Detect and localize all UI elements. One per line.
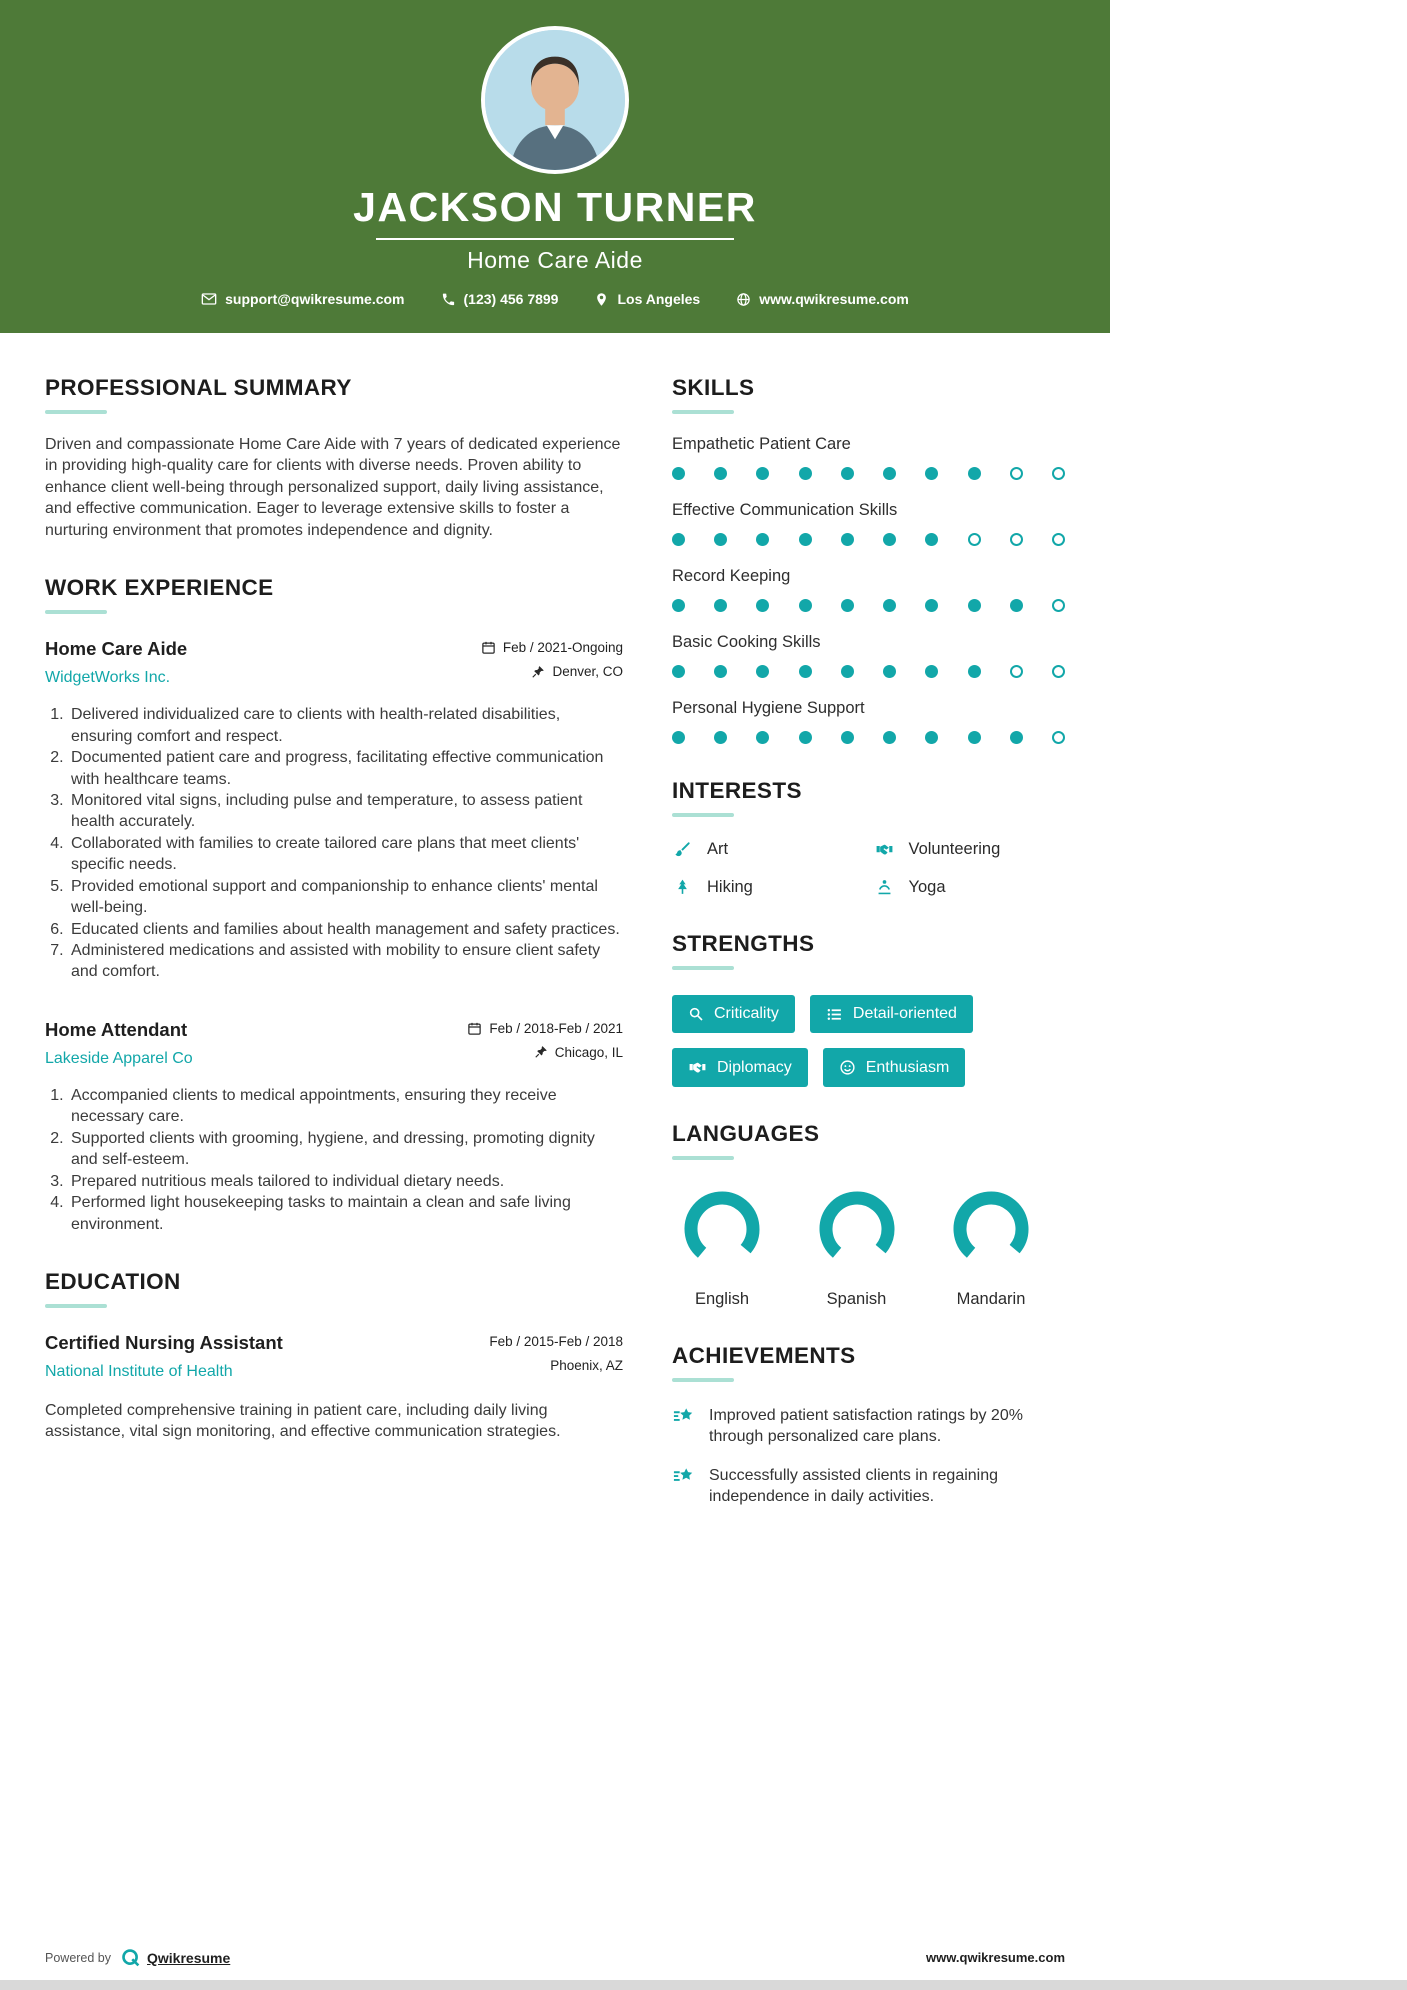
section-work-experience xyxy=(45,575,623,1235)
rating-dot-filled xyxy=(1010,731,1023,744)
rating-dot-filled xyxy=(883,533,896,546)
qwikresume-brand-link[interactable] xyxy=(120,1947,230,1968)
education-dates xyxy=(482,1334,623,1349)
powered-by-text: Powered by xyxy=(45,1950,112,1965)
rating-dot-filled xyxy=(672,533,685,546)
strength-label: Enthusiasm xyxy=(865,1058,950,1076)
language-donut xyxy=(807,1186,907,1277)
heading-rule xyxy=(672,966,734,970)
qwikresume-logo-icon xyxy=(120,1947,141,1968)
job-date-text: Feb / 2021-Ongoing xyxy=(502,640,623,656)
achievements-list xyxy=(672,1405,1065,1507)
interests-heading: INTERESTS xyxy=(672,778,802,804)
name: JACKSON TURNER xyxy=(353,184,757,230)
rating-dot-empty xyxy=(1052,533,1065,546)
job-bullet: 6. Educated clients and families about health management and safety practices. xyxy=(68,919,623,940)
job-location-text: Denver, CO xyxy=(552,664,623,680)
languages-list xyxy=(672,1186,1065,1309)
languages-heading: LANGUAGES xyxy=(672,1121,820,1147)
job-head-left xyxy=(45,638,187,687)
rating-dot-filled xyxy=(883,665,896,678)
page-footer xyxy=(0,1947,1110,1968)
pushpin-icon xyxy=(534,1045,548,1059)
language-label: English xyxy=(694,1290,750,1309)
rating-dot-filled xyxy=(841,731,854,744)
rating-dot-filled xyxy=(799,467,812,480)
rating-dot-empty xyxy=(968,533,981,546)
job-bullets xyxy=(45,704,623,983)
rating-dot-filled xyxy=(883,599,896,612)
achievement-text: Successfully assisted clients in regaining independence in daily activities. xyxy=(709,1467,999,1506)
contact-text-phone: (123) 456 7899 xyxy=(463,291,559,308)
job-bullet: 4. Performed light housekeeping tasks to maintain a clean and safe living environment. xyxy=(68,1192,623,1235)
section-strengths xyxy=(672,931,1065,1087)
magnifier-icon xyxy=(688,1006,704,1022)
education-degree: Certified Nursing Assistant xyxy=(45,1331,283,1353)
education-heading: EDUCATION xyxy=(45,1268,181,1294)
rating-dot-filled xyxy=(756,533,769,546)
job-bullet: 2. Supported clients with grooming, hygiene, and dressing, promoting dignity and self-esteem. xyxy=(68,1128,623,1171)
skill-name: Basic Cooking Skills xyxy=(672,633,821,652)
job-location xyxy=(481,664,623,679)
education-text: Completed comprehensive training in patient care, including daily living assistance, vital sign monitoring, and effective communication strategies. xyxy=(45,1401,561,1441)
rating-dot-filled xyxy=(672,665,685,678)
skill-name: Record Keeping xyxy=(672,567,791,586)
job-title: Home Attendant xyxy=(45,1018,188,1040)
experience-heading: WORK EXPERIENCE xyxy=(45,575,274,601)
contact-text-email: support@qwikresume.com xyxy=(225,291,405,308)
strength-label: Criticality xyxy=(714,1005,779,1023)
experience-list xyxy=(45,638,623,1235)
rating-dot-filled xyxy=(714,533,727,546)
interest-label: Hiking xyxy=(707,878,753,897)
job-head xyxy=(45,638,623,688)
rating-dot-filled xyxy=(1010,599,1023,612)
rating-dot-empty xyxy=(1052,665,1065,678)
strength-label: Detail-oriented xyxy=(852,1005,957,1023)
strength-chip xyxy=(823,1048,966,1087)
language-item xyxy=(672,1186,772,1309)
skill-item xyxy=(672,501,1065,546)
calendar-icon xyxy=(467,1021,482,1036)
strength-chip xyxy=(672,995,795,1033)
rating-dot-filled xyxy=(968,599,981,612)
education-school-link[interactable]: National Institute of Health xyxy=(45,1362,233,1380)
heading-rule xyxy=(672,813,734,817)
interest-item xyxy=(672,878,864,897)
section-interests xyxy=(672,778,1065,897)
heading-rule xyxy=(672,1156,734,1160)
skill-name: Personal Hygiene Support xyxy=(672,699,865,718)
page-bottom-strip xyxy=(0,1980,1407,1990)
list-icon xyxy=(826,1006,843,1023)
rating-dot-filled xyxy=(672,599,685,612)
strength-label: Diplomacy xyxy=(717,1058,792,1076)
medal-icon xyxy=(672,1406,695,1429)
language-item xyxy=(807,1186,907,1309)
rating-dot-filled xyxy=(756,467,769,480)
job-bullets xyxy=(45,1085,623,1235)
skill-rating xyxy=(672,731,1065,744)
skill-item xyxy=(672,699,1065,744)
education-location xyxy=(482,1358,623,1373)
achievement-item xyxy=(672,1465,1065,1507)
language-donut xyxy=(941,1186,1041,1277)
skill-item xyxy=(672,435,1065,480)
interest-item xyxy=(874,840,1066,859)
strength-chip xyxy=(672,1048,808,1087)
company-link[interactable]: WidgetWorks Inc. xyxy=(45,669,171,687)
education-meta xyxy=(482,1332,623,1382)
rating-dot-filled xyxy=(756,731,769,744)
rating-dot-filled xyxy=(799,599,812,612)
main-content xyxy=(0,333,1110,1541)
rating-dot-filled xyxy=(968,665,981,678)
paintbrush-icon xyxy=(672,840,693,859)
rating-dot-filled xyxy=(925,599,938,612)
rating-dot-empty xyxy=(1052,467,1065,480)
job-bullet: 3. Prepared nutritious meals tailored to individual dietary needs. xyxy=(68,1171,623,1192)
contact-phone[interactable] xyxy=(441,291,559,307)
rating-dot-empty xyxy=(1010,533,1023,546)
section-education xyxy=(45,1269,623,1443)
left-column xyxy=(45,375,623,1477)
language-item xyxy=(941,1186,1041,1309)
tree-icon xyxy=(672,878,693,897)
skills-list xyxy=(672,435,1065,744)
rating-dot-empty xyxy=(1052,599,1065,612)
pushpin-icon xyxy=(531,665,545,679)
strength-chip xyxy=(810,995,973,1033)
interests-list xyxy=(672,840,1065,897)
rating-dot-filled xyxy=(714,467,727,480)
contact-email[interactable] xyxy=(201,291,404,307)
job-dates xyxy=(467,1021,623,1036)
interest-label: Yoga xyxy=(908,878,946,897)
rating-dot-filled xyxy=(841,599,854,612)
rating-dot-filled xyxy=(841,467,854,480)
profile-photo xyxy=(481,26,629,174)
rating-dot-filled xyxy=(672,467,685,480)
job-bullet: 3. Monitored vital signs, including pulse and temperature, to assess patient health accurately. xyxy=(68,790,623,833)
summary-heading: PROFESSIONAL SUMMARY xyxy=(45,375,352,401)
interest-label: Volunteering xyxy=(908,840,1001,859)
rating-dot-empty xyxy=(1010,467,1023,480)
heading-rule xyxy=(45,410,107,414)
skill-item xyxy=(672,633,1065,678)
achievement-text: Improved patient satisfaction ratings by 20% through personalized care plans. xyxy=(709,1407,1023,1446)
skill-rating xyxy=(672,599,1065,612)
rating-dot-filled xyxy=(925,731,938,744)
rating-dot-filled xyxy=(841,533,854,546)
contact-website[interactable] xyxy=(736,291,909,307)
map-pin-icon xyxy=(594,292,609,307)
job-head-left xyxy=(45,1019,193,1068)
job-bullet: 4. Collaborated with families to create tailored care plans that meet clients' specific needs. xyxy=(68,833,623,876)
interest-item xyxy=(672,840,864,859)
job-bullet: 1. Accompanied clients to medical appointments, ensuring they receive necessary care. xyxy=(68,1085,623,1128)
powered-by xyxy=(45,1947,230,1968)
right-column xyxy=(672,375,1065,1541)
education-date-text: Feb / 2015-Feb / 2018 xyxy=(489,1333,623,1349)
job-bullet: 2. Documented patient care and progress, facilitating effective communication with healthcare teams. xyxy=(68,747,623,790)
skill-rating xyxy=(672,665,1065,678)
job-date-text: Feb / 2018-Feb / 2021 xyxy=(489,1020,623,1036)
phone-icon xyxy=(441,292,456,307)
job-entry xyxy=(45,1019,623,1235)
rating-dot-filled xyxy=(799,533,812,546)
rating-dot-filled xyxy=(968,467,981,480)
job-bullet: 1. Delivered individualized care to clients with health-related disabilities, ensuring comfort and respect. xyxy=(68,704,623,747)
rating-dot-filled xyxy=(756,665,769,678)
section-skills xyxy=(672,375,1065,744)
rating-dot-filled xyxy=(925,665,938,678)
heading-rule xyxy=(45,610,107,614)
company-link[interactable]: Lakeside Apparel Co xyxy=(45,1049,193,1067)
header xyxy=(0,0,1110,333)
rating-dot-filled xyxy=(925,467,938,480)
job-title: Home Care Aide xyxy=(45,638,188,660)
skills-heading: SKILLS xyxy=(672,375,755,401)
strengths-heading: STRENGTHS xyxy=(672,931,815,957)
rating-dot-empty xyxy=(1052,731,1065,744)
job-location xyxy=(467,1045,623,1060)
interest-label: Art xyxy=(707,840,729,859)
job-meta xyxy=(481,638,623,688)
education-entry xyxy=(45,1332,623,1443)
header-inner xyxy=(0,0,1110,333)
heading-rule xyxy=(672,410,734,414)
rating-dot-filled xyxy=(968,731,981,744)
language-label: Spanish xyxy=(826,1290,887,1309)
summary-text: Driven and compassionate Home Care Aide with 7 years of dedicated experience in providing high-quality care for clients with diverse needs. Proven ability to enhance client well-being through personalized support, daily living assistance, and effective communication. Eager to leverage extensive skills to foster a nurturing environment that promotes independence and dignity. xyxy=(45,436,621,539)
contact-row xyxy=(0,291,1110,307)
skill-name: Empathetic Patient Care xyxy=(672,435,851,454)
rating-dot-filled xyxy=(714,599,727,612)
header-job-title: Home Care Aide xyxy=(467,247,643,274)
language-donut xyxy=(672,1186,772,1277)
language-label: Mandarin xyxy=(956,1290,1026,1309)
strengths-list xyxy=(672,995,1065,1087)
job-meta xyxy=(467,1019,623,1069)
education-location-text: Phoenix, AZ xyxy=(550,1357,623,1373)
job-head xyxy=(45,1019,623,1069)
interest-item xyxy=(874,878,1066,897)
rating-dot-filled xyxy=(841,665,854,678)
name-underline xyxy=(376,238,734,240)
rating-dot-filled xyxy=(672,731,685,744)
skill-rating xyxy=(672,467,1065,480)
person-photo-placeholder xyxy=(485,30,625,170)
achievement-item xyxy=(672,1405,1065,1447)
heading-rule xyxy=(45,1304,107,1308)
contact-text-location: Los Angeles xyxy=(617,291,701,308)
skill-rating xyxy=(672,533,1065,546)
email-icon xyxy=(201,291,217,307)
calendar-icon xyxy=(481,640,496,655)
section-achievements xyxy=(672,1343,1065,1507)
contact-text-website: www.qwikresume.com xyxy=(759,291,909,308)
rating-dot-filled xyxy=(714,731,727,744)
job-bullet: 5. Provided emotional support and companionship to enhance clients' mental well-being. xyxy=(68,876,623,919)
job-location-text: Chicago, IL xyxy=(554,1044,623,1060)
section-languages xyxy=(672,1121,1065,1309)
section-professional-summary xyxy=(45,375,623,541)
contact-location[interactable] xyxy=(594,291,700,307)
rating-dot-filled xyxy=(799,665,812,678)
rating-dot-filled xyxy=(883,467,896,480)
job-bullet: 7. Administered medications and assisted with mobility to ensure client safety and comfort. xyxy=(68,940,623,983)
skill-name: Effective Communication Skills xyxy=(672,501,898,520)
rating-dot-filled xyxy=(799,731,812,744)
yoga-icon xyxy=(874,878,895,897)
brand-name: Qwikresume xyxy=(147,1949,231,1966)
medal-icon xyxy=(672,1466,695,1489)
skill-item xyxy=(672,567,1065,612)
handshake-icon xyxy=(688,1058,707,1077)
rating-dot-filled xyxy=(925,533,938,546)
heading-rule xyxy=(672,1378,734,1382)
rating-dot-filled xyxy=(756,599,769,612)
smiley-icon xyxy=(839,1059,856,1076)
rating-dot-filled xyxy=(714,665,727,678)
rating-dot-empty xyxy=(1010,665,1023,678)
globe-icon xyxy=(736,292,751,307)
footer-site-link[interactable]: www.qwikresume.com xyxy=(926,1950,1065,1965)
rating-dot-filled xyxy=(883,731,896,744)
job-dates xyxy=(481,640,623,655)
handshake-icon xyxy=(874,840,895,859)
job-entry xyxy=(45,638,623,983)
achievements-heading: ACHIEVEMENTS xyxy=(672,1343,856,1369)
